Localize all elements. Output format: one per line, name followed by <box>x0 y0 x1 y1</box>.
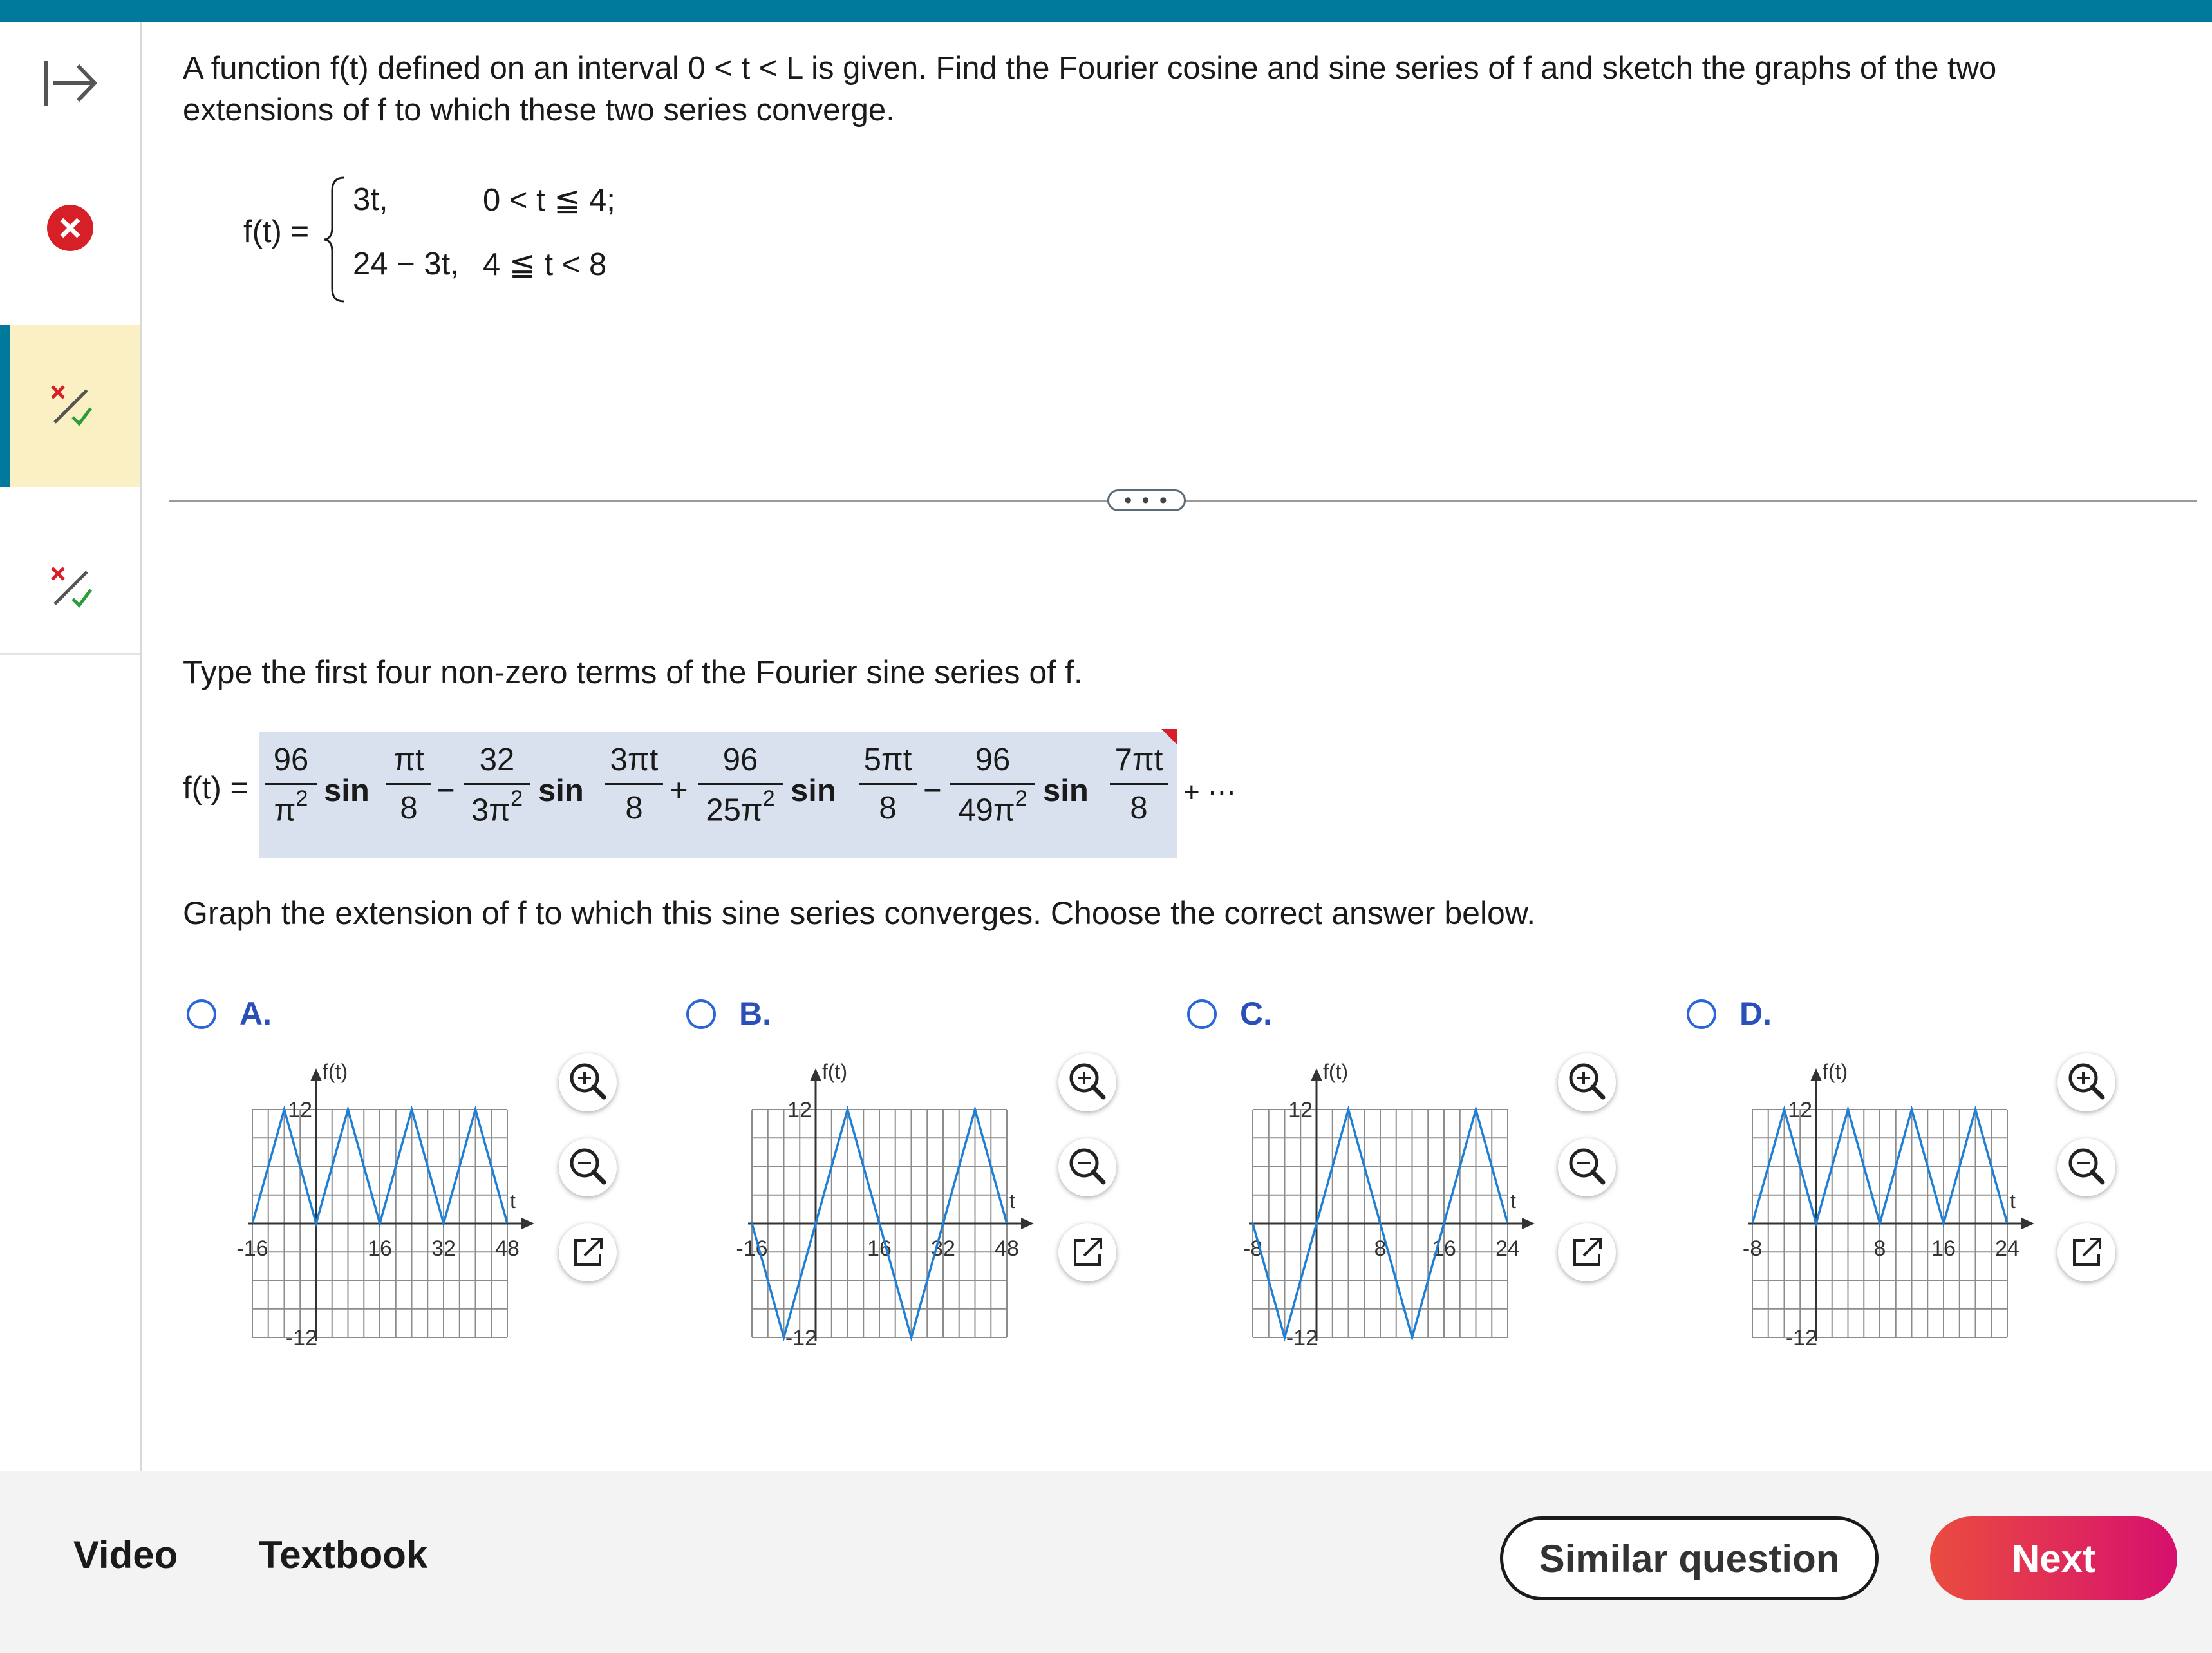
x-tick-label: 48 <box>995 1236 1019 1261</box>
open-new-window-button[interactable] <box>1558 1223 1616 1281</box>
radio-option-b[interactable] <box>686 999 716 1029</box>
term2-coefficient <box>464 742 530 828</box>
y-axis-label: f(t) <box>1823 1060 1848 1083</box>
term1-coef-numerator: 96 <box>273 742 309 777</box>
video-link[interactable]: Video <box>73 1533 178 1576</box>
y-tick-label: 12 <box>1788 1098 1812 1122</box>
zoom-in-button[interactable] <box>559 1053 617 1111</box>
term4-arg-denominator: 8 <box>1130 791 1148 826</box>
x-tick-label: -8 <box>1242 1236 1263 1261</box>
term2-coef-denominator: $3\pi^2$ <box>471 786 523 828</box>
y-tick-label: 12 <box>787 1098 812 1122</box>
y-axis-arrow <box>310 1068 322 1081</box>
case1-expression: 3t, <box>353 182 388 217</box>
radio-option-a[interactable] <box>187 999 216 1029</box>
term3-arg-denominator: 8 <box>879 791 897 826</box>
case1-condition: 0 < t ≦ 4; <box>483 183 615 218</box>
graph-option-d <box>1719 1043 2054 1346</box>
term2-arg-numerator: 3πt <box>610 742 659 777</box>
x-tick-label: 8 <box>1873 1236 1886 1261</box>
open-new-window-button[interactable] <box>559 1223 617 1281</box>
x-tick-label: 24 <box>1995 1236 2020 1261</box>
graph-option-a <box>219 1043 554 1346</box>
x-axis-label: t <box>510 1189 516 1213</box>
zoom-out-icon <box>1558 1138 1616 1196</box>
question-status-item[interactable] <box>0 196 140 260</box>
more-button[interactable]: • • • <box>1107 489 1186 511</box>
zoom-out-button[interactable] <box>2057 1138 2115 1196</box>
term1-arg-denominator: 8 <box>400 791 418 826</box>
term1-sin: sin <box>324 773 370 808</box>
sidebar-item-score[interactable] <box>0 523 140 652</box>
zoom-out-icon <box>2057 1138 2115 1196</box>
similar-question-button[interactable]: Similar question <box>1500 1516 1879 1600</box>
score-percent-icon <box>44 380 96 431</box>
option-a-letter: A. <box>239 996 272 1032</box>
x-tick-label: -16 <box>236 1236 268 1261</box>
term2-arg-denominator: 8 <box>625 791 643 826</box>
operator-2: + <box>670 773 688 808</box>
open-new-window-icon <box>1058 1223 1116 1281</box>
zoom-in-button[interactable] <box>1058 1053 1116 1111</box>
x-tick-label: 16 <box>1432 1236 1456 1261</box>
zoom-in-button[interactable] <box>2057 1053 2115 1111</box>
term3-sin: sin <box>791 773 836 808</box>
y-axis-arrow <box>1810 1068 1822 1081</box>
term1-coefficient <box>265 742 317 828</box>
x-tick-label: 48 <box>495 1236 520 1261</box>
y-tick-label: -12 <box>285 1326 317 1346</box>
y-axis-arrow <box>1311 1068 1322 1081</box>
term3-coef-denominator: $25\pi^2$ <box>706 786 775 828</box>
x-axis-label: t <box>1009 1189 1015 1213</box>
open-new-window-button[interactable] <box>1058 1223 1116 1281</box>
term4-sin: sin <box>1043 773 1089 808</box>
top-accent-bar <box>0 0 2212 22</box>
x-axis-arrow <box>521 1218 534 1229</box>
part-prompt-sine-series: Type the first four non-zero terms of the Fourier sine series of f. <box>183 654 1083 690</box>
zoom-in-icon <box>1558 1053 1616 1111</box>
active-indicator <box>0 325 10 487</box>
operator-1: − <box>436 773 455 808</box>
zoom-in-icon <box>1058 1053 1116 1111</box>
y-axis-label: f(t) <box>1323 1060 1349 1083</box>
x-axis-label: t <box>1510 1189 1516 1213</box>
term4-arg-numerator: 7πt <box>1114 742 1163 777</box>
term3-coef-numerator: 96 <box>722 742 758 777</box>
zoom-out-button[interactable] <box>559 1138 617 1196</box>
error-x-icon <box>46 203 95 252</box>
open-new-window-button[interactable] <box>2057 1223 2115 1281</box>
term3-arg-numerator: 5πt <box>863 742 912 777</box>
x-tick-label: 32 <box>931 1236 955 1261</box>
zoom-out-button[interactable] <box>1558 1138 1616 1196</box>
zoom-out-button[interactable] <box>1058 1138 1116 1196</box>
case2-condition: 4 ≦ t < 8 <box>483 247 607 282</box>
term3-coefficient <box>698 742 783 828</box>
y-tick-label: -12 <box>1785 1326 1817 1346</box>
question-intro: A function f(t) defined on an interval 0 < t < L is given. Find the Fourier cosine and sine series of f and sketch the graphs of the two extensions of f to which these two series converge. <box>183 51 1997 128</box>
sidebar <box>0 22 142 1471</box>
term4-coef-numerator: 96 <box>975 742 1011 777</box>
x-axis-arrow <box>1021 1218 1034 1229</box>
part-prompt-graph: Graph the extension of f to which this sine series converges. Choose the correct answer below. <box>183 895 1536 931</box>
open-new-window-icon <box>559 1223 617 1281</box>
y-axis-label: f(t) <box>822 1060 848 1083</box>
y-axis-label: f(t) <box>323 1060 348 1083</box>
option-c-letter: C. <box>1240 996 1272 1032</box>
term4-coefficient <box>950 742 1035 828</box>
term4-argument <box>1110 742 1168 826</box>
expand-arrow-icon <box>38 54 102 112</box>
x-tick-label: -8 <box>1742 1236 1763 1261</box>
series-continuation: + ⋯ <box>1183 777 1236 808</box>
option-b-letter: B. <box>739 996 771 1032</box>
x-tick-label: 16 <box>1931 1236 1956 1261</box>
x-axis-arrow <box>1522 1218 1535 1229</box>
y-tick-label: 12 <box>288 1098 312 1122</box>
next-button[interactable]: Next <box>1930 1516 2177 1600</box>
radio-option-c[interactable] <box>1187 999 1217 1029</box>
term2-sin: sin <box>538 773 584 808</box>
answer-label: f(t) = <box>183 771 249 806</box>
zoom-in-icon <box>2057 1053 2115 1111</box>
operator-3: − <box>923 773 942 808</box>
x-tick-label: 24 <box>1495 1236 1520 1261</box>
zoom-in-icon <box>559 1053 617 1111</box>
term1-arg-numerator: πt <box>393 742 424 777</box>
term2-coef-numerator: 32 <box>479 742 515 777</box>
score-percent-icon <box>44 562 96 613</box>
option-d-letter: D. <box>1739 996 1772 1032</box>
y-tick-label: -12 <box>1286 1326 1318 1346</box>
function-name: f(t) = <box>243 214 310 249</box>
x-tick-label: 32 <box>431 1236 456 1261</box>
graph-option-b <box>718 1043 1053 1346</box>
x-tick-label: 16 <box>368 1236 392 1261</box>
open-new-window-icon <box>2057 1223 2115 1281</box>
x-tick-label: -16 <box>736 1236 768 1261</box>
x-tick-label: 16 <box>867 1236 892 1261</box>
term2-argument <box>605 742 663 826</box>
textbook-link[interactable]: Textbook <box>259 1533 428 1576</box>
case2-expression: 24 − 3t, <box>353 247 459 281</box>
zoom-out-icon <box>1058 1138 1116 1196</box>
term1-argument <box>386 742 431 826</box>
open-new-window-icon <box>1558 1223 1616 1281</box>
term3-argument <box>859 742 917 826</box>
zoom-in-button[interactable] <box>1558 1053 1616 1111</box>
y-axis-arrow <box>810 1068 821 1081</box>
x-axis-label: t <box>2010 1189 2016 1213</box>
x-tick-label: 8 <box>1374 1236 1387 1261</box>
zoom-out-icon <box>559 1138 617 1196</box>
term4-coef-denominator: $49\pi^2$ <box>958 786 1027 828</box>
term1-coef-denominator: $\pi^2$ <box>274 786 308 828</box>
y-tick-label: 12 <box>1288 1098 1313 1122</box>
expand-sidebar-button[interactable] <box>0 48 140 118</box>
sidebar-divider <box>0 653 140 655</box>
radio-option-d[interactable] <box>1687 999 1716 1029</box>
graph-option-c <box>1219 1043 1554 1346</box>
x-axis-arrow <box>2021 1218 2034 1229</box>
y-tick-label: -12 <box>785 1326 817 1346</box>
sidebar-item-score-active[interactable] <box>0 325 140 487</box>
left-brace <box>322 175 348 304</box>
